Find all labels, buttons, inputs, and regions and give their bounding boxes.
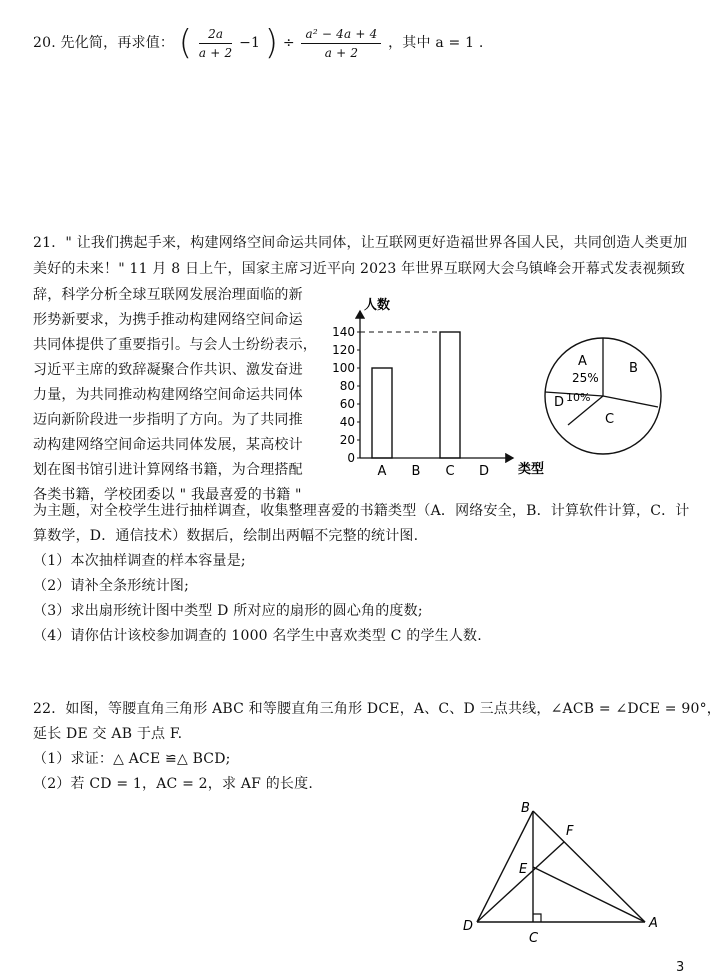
point-label-b: B (521, 801, 530, 816)
y-tick-label: 0 (347, 451, 355, 465)
q21-left-line: 习近平主席的致辞凝聚合作共识、激发奋进 (33, 362, 303, 378)
q21-left-line: 力量，为共同推动构建网络空间命运共同体 (33, 387, 303, 403)
geometry-figure (455, 800, 675, 950)
segment-ae (533, 867, 645, 922)
pie-percent-d: 10% (566, 391, 591, 404)
q21-left-column (33, 283, 317, 508)
minus-one: −1 (239, 35, 261, 51)
q21-after-line: 为主题，对全校学生进行抽样调查，收集整理喜爱的书籍类型（A．网络安全，B．计算软件计算，C．计 (33, 503, 690, 519)
pie-divider-right (603, 396, 658, 407)
bars (372, 332, 460, 458)
fraction-2 (301, 25, 381, 62)
q21-after (33, 499, 690, 649)
bar-a (372, 368, 392, 458)
q20-suffix: ，其中 a = 1 . (388, 35, 484, 51)
q21-subquestion: （1）本次抽样调查的样本容量是; (33, 553, 246, 569)
y-tick-label: 120 (332, 343, 355, 357)
fraction-2-denominator: a + 2 (324, 45, 359, 60)
bar-chart-ylabel: 人数 (364, 298, 391, 313)
q21-left-line: 划在图书馆引进计算网络书籍，为合理搭配 (33, 462, 303, 478)
q21-subquestion: （2）请补全条形统计图; (33, 578, 190, 594)
bar-chart-xlabel: 类型 (518, 462, 545, 477)
y-tick-label: 140 (332, 325, 355, 339)
q21-line-1: 21．" 让我们携起手来，构建网络空间命运共同体，让互联网更好造福世界各国人民，共同创造人类更加 (33, 235, 688, 251)
q21-left-line: 共同体提供了重要指引。与会人士纷纷表示， (33, 337, 317, 353)
bar-c (440, 332, 460, 458)
x-tick-label: B (411, 464, 421, 479)
q21-subquestion: （4）请你估计该校参加调查的 1000 名学生中喜欢类型 C 的学生人数. (33, 628, 482, 644)
pie-label-a: A (578, 354, 587, 369)
pie-label-c: C (605, 412, 615, 427)
left-paren: ( (178, 23, 193, 63)
y-tick-label: 100 (332, 361, 355, 375)
pie-chart (541, 340, 671, 460)
q21-subquestion: （3）求出扇形统计图中类型 D 所对应的扇形的圆心角的度数; (33, 603, 423, 619)
segment-df (477, 842, 564, 922)
q20 (33, 20, 484, 66)
q22-line: （1）求证：△ ACE ≌△ BCD; (33, 751, 231, 767)
x-tick-label: D (478, 464, 490, 479)
point-label-a: A (649, 916, 658, 931)
y-tick-label: 60 (339, 397, 355, 411)
point-label-c: C (529, 931, 539, 946)
fraction-2-numerator: a² − 4a + 4 (301, 25, 381, 44)
q21-left-line: 辞，科学分析全球互联网发展治理面临的新 (33, 287, 303, 303)
q20-number: 20. (33, 35, 56, 51)
x-ticks (378, 464, 489, 479)
q20-prompt: 先化简，再求值： (60, 35, 175, 51)
q21-after-line: 算数学，D．通信技术）数据后，绘制出两幅不完整的统计图. (33, 528, 419, 544)
y-ticks (332, 325, 360, 465)
q21-left-line: 各类书籍，学校团委以 " 我最喜爱的书籍 " (33, 487, 302, 503)
q21-left-line: 动构建网络空间命运共同体发展，某高校计 (33, 437, 303, 453)
pie-label-d: D (554, 395, 565, 410)
x-tick-label: C (445, 464, 455, 479)
fraction-1-denominator: a + 2 (198, 45, 233, 60)
right-angle-mark (533, 914, 541, 922)
y-tick-label: 40 (339, 415, 355, 429)
fraction-1-numerator: 2a (199, 25, 232, 44)
bar-chart (330, 295, 545, 485)
page-number: 3 (676, 960, 685, 975)
q21-left-line: 迈向新阶段进一步指明了方向。为了共同推 (33, 412, 303, 428)
q22-line: 22．如图，等腰直角三角形 ABC 和等腰直角三角形 DCE，A、C、D 三点共线，∠ACB = ∠DCE = 90°， (33, 701, 721, 717)
q22-line: （2）若 CD = 1，AC = 2，求 AF 的长度. (33, 776, 313, 792)
fraction-1 (199, 25, 232, 62)
right-paren: ) (264, 23, 279, 63)
q22-text (33, 697, 721, 797)
y-tick-label: 20 (339, 433, 355, 447)
pie-label-b: B (629, 361, 638, 376)
point-label-e: E (519, 862, 528, 877)
y-tick-label: 80 (339, 379, 355, 393)
divide-sign: ÷ (282, 35, 295, 51)
q22-line: 延长 DE 交 AB 于点 F. (33, 726, 183, 742)
q21-line-2: 美好的未来！" 11 月 8 日上午，国家主席习近平向 2023 年世界互联网大会乌镇峰会开幕式发表视频致 (33, 261, 686, 277)
point-label-f: F (566, 824, 574, 839)
point-label-d: D (463, 919, 474, 934)
x-tick-label: A (377, 464, 387, 479)
pie-percent-a: 25% (572, 371, 599, 385)
segment-ba (533, 811, 645, 922)
q21-left-line: 形势新要求，为携手推动构建网络空间命运 (33, 312, 303, 328)
